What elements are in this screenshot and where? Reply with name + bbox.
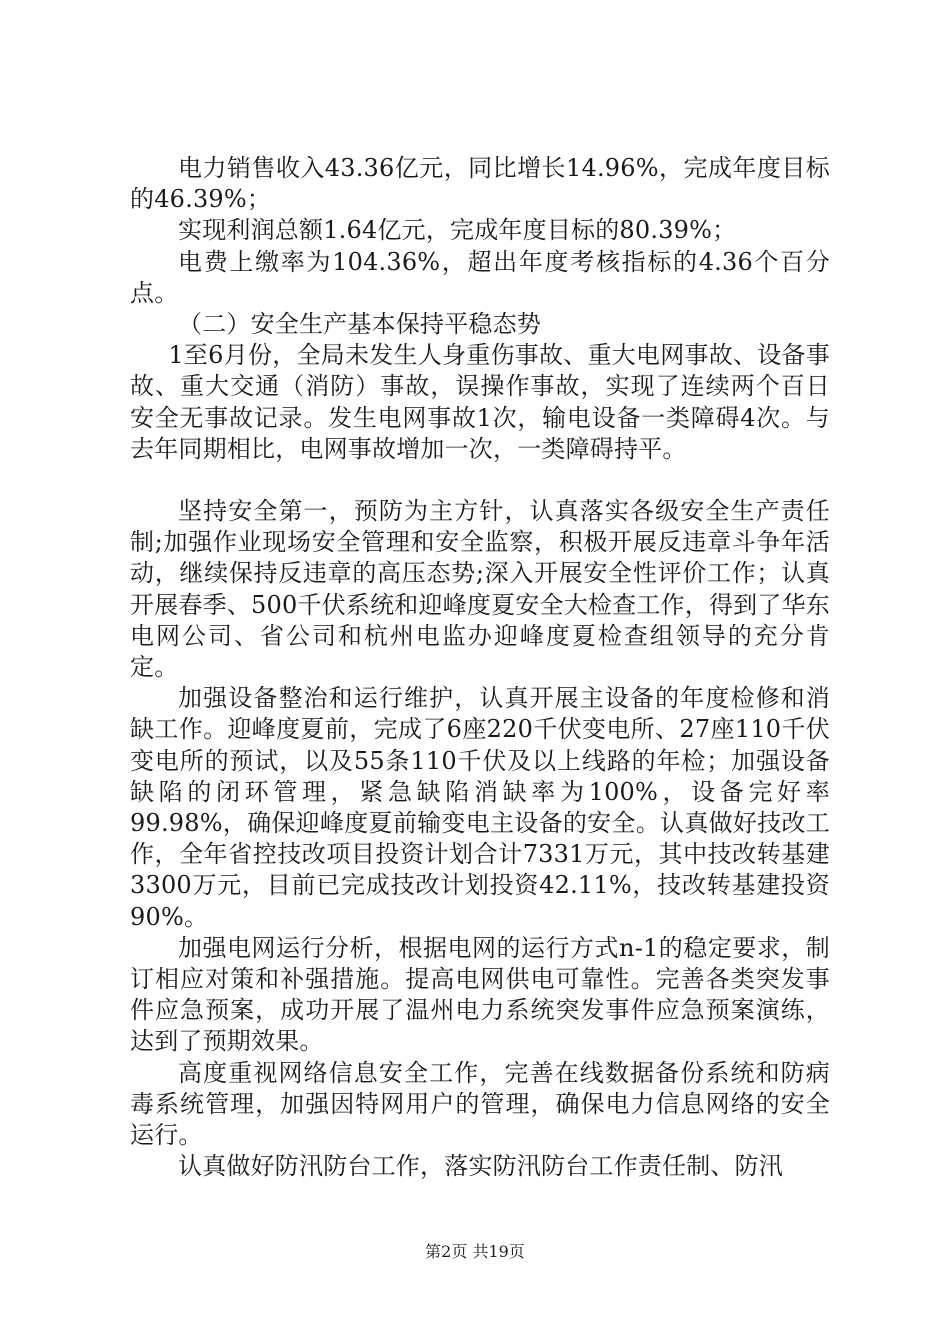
paragraph-fee-payment-rate: 电费上缴率为104.36%，超出年度考核指标的4.36个百分点。 (130, 247, 830, 307)
document-body (130, 153, 830, 1183)
paragraph-safety-record: 1至6月份，全局未发生人身重伤事故、重大电网事故、设备事故、重大交通（消防）事故，误操作事故，实现了连续两个百日安全无事故记录。发生电网事故1次，输电设备一类障碍4次。与去年同期相比，电网事故增加一次，一类障碍持平。 (130, 341, 830, 463)
paragraph-flood-prevention: 认真做好防汛防台工作，落实防汛防台工作责任制、防汛 (178, 1152, 783, 1181)
paragraph-grid-analysis: 加强电网运行分析，根据电网的运行方式n-1的稳定要求，制订相应对策和补强措施。提高电网供电可靠性。完善各类突发事件应急预案，成功开展了温州电力系统突发事件应急预案演练，达到了预期效果。 (130, 933, 830, 1056)
paragraph-equipment-maintenance: 加强设备整治和运行维护，认真开展主设备的年度检修和消缺工作。迎峰度夏前，完成了6座220千伏变电所、27座110千伏变电所的预试，以及55条110千伏及以上线路的年检；加强设备缺陷的闭环管理，紧急缺陷消缺率为100%，设备完好率99.98%，确保迎峰度夏前输变电主设备的安全。认真做好技改工作，全年省控技改项目投资计划合计7331万元，其中技改转基建3300万元，目前已完成技改计划投资42.11%，技改转基建投资90%。 (130, 684, 830, 931)
paragraph-profit: 实现利润总额1.64亿元，完成年度目标的80.39%； (178, 216, 737, 245)
paragraph-safety-policy: 坚持安全第一，预防为主方针，认真落实各级安全生产责任制;加强作业现场安全管理和安全监察，积极开展反违章斗争年活动，继续保持反违章的高压态势;深入开展安全性评价工作；认真开展春季、500千伏系统和迎峰度夏安全大检查工作，得到了华东电网公司、省公司和杭州电监办迎峰度夏检查组领导的充分肯定。 (130, 497, 830, 682)
paragraph-sales-revenue: 电力销售收入43.36亿元，同比增长14.96%，完成年度目标的46.39%； (130, 154, 830, 214)
page-number: 第2页 共19页 (425, 1242, 525, 1261)
section-heading-safety: （二）安全生产基本保持平稳态势 (178, 310, 541, 339)
paragraph-network-security: 高度重视网络信息安全工作，完善在线数据备份系统和防病毒系统管理，加强因特网用户的管理，确保电力信息网络的安全运行。 (130, 1058, 830, 1150)
paragraph-spacer (130, 465, 830, 496)
